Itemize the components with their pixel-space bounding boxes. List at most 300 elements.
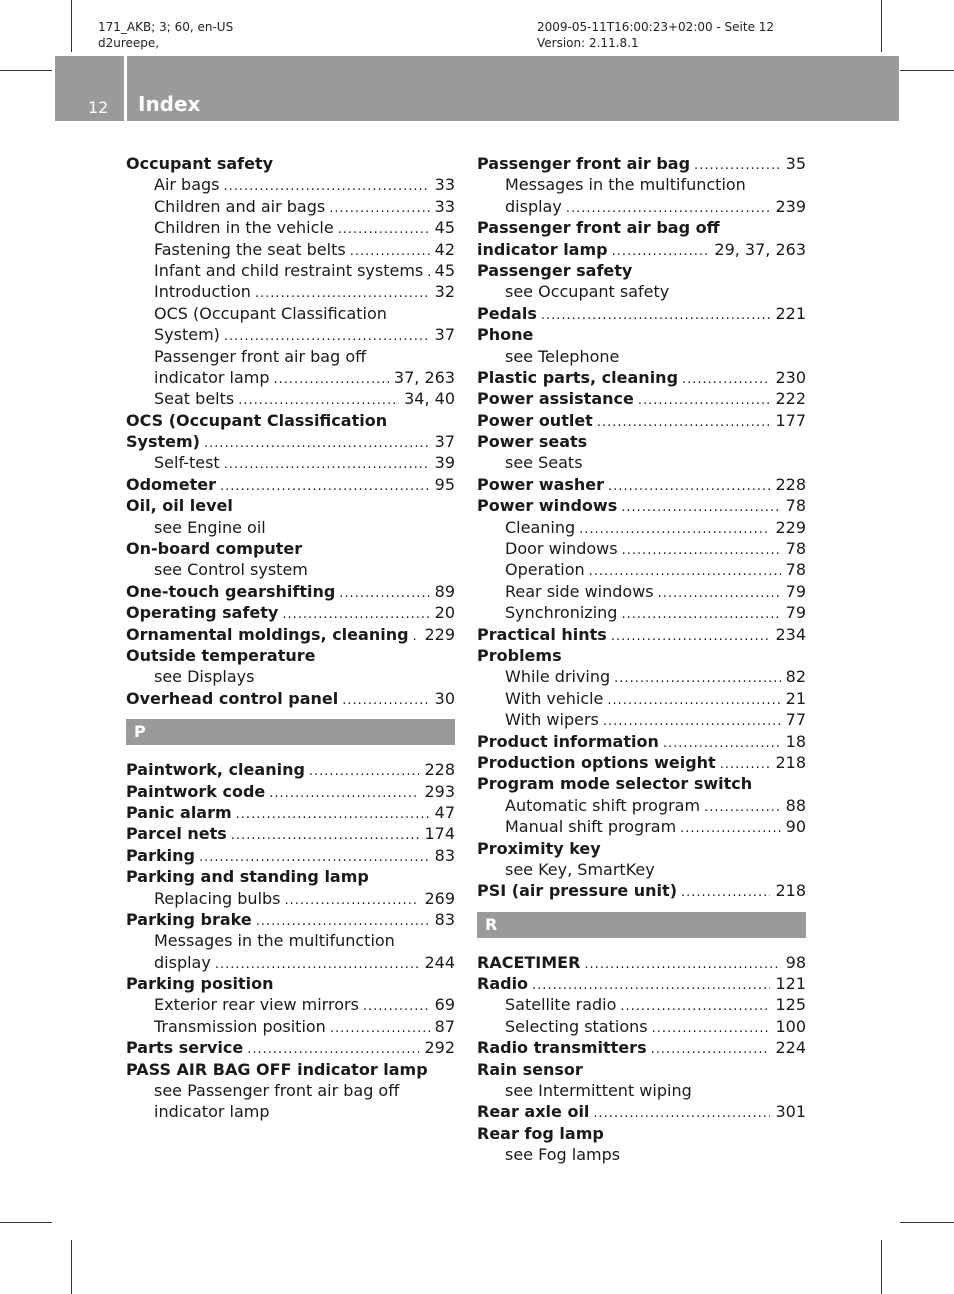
entry-term: Radio: [477, 974, 529, 994]
leader-dots: [593, 1103, 770, 1124]
entry-page: 234: [775, 624, 806, 644]
entry-term: Passenger front air bag off: [154, 346, 367, 366]
entry-page: 33: [434, 196, 455, 216]
entry-page: 174: [424, 824, 455, 844]
entry-term: With wipers: [505, 710, 599, 730]
entry-page: 230: [775, 367, 806, 387]
leader-dots: [231, 825, 420, 846]
index-entry: [477, 1101, 806, 1122]
index-subentry: [477, 174, 806, 195]
leader-dots: [589, 561, 781, 582]
entry-term: Parcel nets: [126, 824, 227, 844]
index-entry: [126, 153, 455, 174]
entry-page: 125: [775, 995, 806, 1015]
index-entry: [126, 495, 455, 516]
entry-page: 229: [775, 517, 806, 537]
leader-dots: [541, 305, 771, 326]
leader-dots: [285, 890, 420, 911]
leader-dots: [282, 604, 429, 625]
entry-term: Satellite radio: [505, 995, 617, 1015]
leader-dots: [224, 326, 430, 347]
leader-dots: [339, 583, 429, 604]
index-entry: [126, 645, 455, 666]
index-entry: [126, 1037, 455, 1058]
entry-term: Children and air bags: [154, 196, 326, 216]
page-header-band: [55, 56, 899, 121]
index-subentry: [126, 367, 455, 388]
index-subentry: [477, 196, 806, 217]
entry-page: 82: [785, 667, 806, 687]
print-meta-right: [537, 19, 774, 51]
crop-mark: [900, 70, 954, 71]
entry-page: 69: [434, 995, 455, 1015]
leader-dots: [309, 761, 420, 782]
entry-page: 37, 263: [393, 367, 455, 387]
index-subentry: [477, 1144, 806, 1165]
entry-term: Occupant safety: [126, 154, 274, 173]
entry-page: 100: [775, 1016, 806, 1036]
index-entry: [477, 153, 806, 174]
print-meta-left: [98, 19, 233, 51]
leader-dots: [236, 804, 430, 825]
entry-page: 222: [775, 389, 806, 409]
entry-term: PASS AIR BAG OFF indicator lamp: [126, 1059, 428, 1079]
entry-term: Panic alarm: [126, 802, 232, 822]
crop-mark: [0, 1222, 52, 1223]
leader-dots: [224, 454, 430, 475]
entry-page: 37: [434, 325, 455, 345]
entry-term: Parking: [126, 845, 195, 865]
entry-term: Replacing bulbs: [154, 888, 281, 908]
index-subentry: [477, 581, 806, 602]
index-subentry: [126, 1101, 455, 1122]
index-entry: [126, 602, 455, 623]
entry-term: Overhead control panel: [126, 688, 339, 708]
index-subentry: [126, 239, 455, 260]
index-subentry: [126, 952, 455, 973]
leader-dots: [363, 996, 430, 1017]
index-entry: [477, 260, 806, 281]
index-entry: [477, 239, 806, 260]
entry-term: Program mode selector switch: [477, 774, 753, 794]
entry-page: 228: [775, 474, 806, 494]
entry-term: Odometer: [126, 474, 216, 494]
entry-term: see Key, SmartKey: [505, 859, 655, 879]
index-subentry: [126, 888, 455, 909]
entry-term: Children in the vehicle: [154, 218, 334, 238]
index-subentry: [126, 281, 455, 302]
leader-dots: [579, 519, 770, 540]
leader-dots: [255, 283, 430, 304]
entry-term: Selecting stations: [505, 1016, 648, 1036]
entry-term: indicator lamp: [154, 1102, 270, 1122]
index-entry: [126, 866, 455, 887]
entry-page: 18: [785, 731, 806, 751]
index-subentry: [477, 559, 806, 580]
entry-term: Air bags: [154, 175, 220, 195]
entry-page: 218: [775, 752, 806, 772]
index-subentry: [477, 346, 806, 367]
leader-dots: [413, 626, 420, 647]
meta-line: Version: 2.11.8.1: [537, 36, 639, 50]
index-entry: [126, 909, 455, 930]
crop-mark: [900, 1222, 954, 1223]
page-number: 12: [88, 98, 109, 117]
entry-page: 224: [775, 1038, 806, 1058]
band-divider: [124, 56, 127, 121]
entry-term: Proximity key: [477, 838, 601, 858]
entry-term: Plastic parts, cleaning: [477, 367, 679, 387]
leader-dots: [614, 668, 780, 689]
entry-page: 79: [785, 581, 806, 601]
entry-term: indicator lamp: [154, 367, 270, 387]
leader-dots: [220, 476, 430, 497]
entry-term: Parts service: [126, 1038, 244, 1058]
entry-term: Rear side windows: [505, 581, 654, 601]
entry-term: Self-test: [154, 453, 220, 473]
leader-dots: [215, 954, 420, 975]
leader-dots: [620, 996, 770, 1017]
index-entry: [477, 1123, 806, 1144]
index-entry: [477, 973, 806, 994]
entry-term: While driving: [505, 667, 611, 687]
leader-dots: [607, 690, 780, 711]
entry-page: 29, 37, 263: [714, 239, 806, 259]
entry-term: Power washer: [477, 474, 605, 494]
crop-mark: [881, 0, 882, 52]
index-entry: [477, 952, 806, 973]
index-entry: [477, 431, 806, 452]
index-subentry: [477, 859, 806, 880]
entry-page: 45: [434, 260, 455, 280]
index-subentry: [126, 174, 455, 195]
leader-dots: [238, 390, 399, 411]
entry-term: On-board computer: [126, 539, 303, 559]
entry-term: Introduction: [154, 282, 251, 302]
entry-term: see Intermittent wiping: [505, 1081, 692, 1101]
entry-term: Fastening the seat belts: [154, 239, 346, 259]
leader-dots: [658, 583, 781, 604]
index-entry: [477, 880, 806, 901]
index-entry: [477, 388, 806, 409]
entry-term: Infant and child restraint systems: [154, 260, 424, 280]
index-column-left: [126, 153, 455, 1123]
entry-term: PSI (air pressure unit): [477, 881, 677, 901]
entry-term: see Engine oil: [154, 517, 266, 537]
index-entry: [477, 624, 806, 645]
entry-page: 177: [775, 410, 806, 430]
leader-dots: [663, 733, 781, 754]
entry-page: 244: [424, 952, 455, 972]
index-entry: [126, 973, 455, 994]
leader-dots: [597, 412, 771, 433]
entry-term: Paintwork, cleaning: [126, 760, 305, 780]
entry-term: RACETIMER: [477, 952, 581, 972]
entry-term: Rear fog lamp: [477, 1123, 604, 1143]
index-subentry: [126, 994, 455, 1015]
entry-term: Passenger front air bag: [477, 154, 691, 173]
index-subentry: [477, 452, 806, 473]
index-subentry: [477, 1016, 806, 1037]
entry-term: Paintwork code: [126, 781, 266, 801]
entry-page: 35: [785, 154, 806, 173]
leader-dots: [350, 241, 430, 262]
index-entry: [477, 645, 806, 666]
entry-term: Production options weight: [477, 752, 716, 772]
entry-term: OCS (Occupant Classification: [126, 410, 388, 430]
entry-page: 21: [785, 688, 806, 708]
index-subentry: [126, 346, 455, 367]
entry-term: Power windows: [477, 496, 618, 516]
entry-page: 90: [785, 817, 806, 837]
entry-page: 95: [434, 474, 455, 494]
index-subentry: [477, 709, 806, 730]
entry-term: Product information: [477, 731, 659, 751]
leader-dots: [269, 783, 419, 804]
entry-page: 239: [775, 196, 806, 216]
leader-dots: [274, 369, 389, 390]
meta-line: 2009-05-11T16:00:23+02:00 - Seite 12: [537, 20, 775, 34]
index-entry: [477, 495, 806, 516]
entry-page: 37: [434, 432, 455, 452]
entry-term: Rear axle oil: [477, 1102, 590, 1122]
entry-term: indicator lamp: [477, 239, 608, 259]
entry-term: Radio transmitters: [477, 1038, 647, 1058]
leader-dots: [199, 847, 430, 868]
leader-dots: [532, 975, 770, 996]
leader-dots: [330, 1018, 430, 1039]
index-entry: [126, 410, 455, 431]
index-entry: [126, 1059, 455, 1080]
leader-dots: [694, 155, 781, 176]
entry-term: Power assistance: [477, 389, 634, 409]
entry-term: display: [505, 196, 562, 216]
leader-dots: [682, 369, 770, 390]
leader-dots: [651, 1039, 771, 1060]
leader-dots: [603, 711, 781, 732]
entry-page: 269: [424, 888, 455, 908]
entry-page: 89: [434, 581, 455, 601]
leader-dots: [612, 241, 710, 262]
crop-mark: [71, 0, 72, 52]
entry-term: Synchronizing: [505, 603, 618, 623]
section-header-r: R: [477, 912, 806, 938]
entry-page: 87: [434, 1016, 455, 1036]
crop-mark: [881, 1240, 882, 1294]
crop-mark: [0, 70, 52, 71]
entry-term: Problems: [477, 645, 562, 665]
entry-term: Power seats: [477, 432, 588, 452]
index-entry: [477, 217, 806, 238]
entry-term: Passenger front air bag off: [477, 218, 720, 238]
meta-line: 171_AKB; 3; 60, en-US: [98, 20, 234, 34]
entry-page: 42: [434, 239, 455, 259]
entry-page: 32: [434, 282, 455, 302]
index-entry: [477, 838, 806, 859]
leader-dots: [584, 954, 780, 975]
entry-page: 34, 40: [404, 389, 455, 409]
entry-page: 292: [424, 1038, 455, 1058]
entry-term: see Passenger front air bag off: [154, 1081, 400, 1101]
index-subentry: [477, 795, 806, 816]
index-subentry: [126, 260, 455, 281]
entry-term: Exterior rear view mirrors: [154, 995, 359, 1015]
entry-term: Messages in the multifunction: [154, 931, 395, 951]
entry-page: 47: [434, 802, 455, 822]
leader-dots: [680, 818, 780, 839]
entry-term: OCS (Occupant Classification: [154, 303, 387, 323]
entry-page: 78: [785, 496, 806, 516]
entry-term: Outside temperature: [126, 645, 316, 665]
leader-dots: [622, 540, 781, 561]
index-subentry: [477, 517, 806, 538]
leader-dots: [621, 604, 780, 625]
index-subentry: [126, 217, 455, 238]
entry-page: 221: [775, 303, 806, 323]
index-entry: [126, 688, 455, 709]
entry-page: 45: [434, 218, 455, 238]
entry-term: Messages in the multifunction: [505, 175, 746, 195]
entry-page: 88: [785, 795, 806, 815]
index-subentry: [126, 452, 455, 473]
leader-dots: [611, 626, 771, 647]
entry-term: see Displays: [154, 667, 255, 687]
index-column-right: [477, 153, 806, 1166]
crop-mark: [71, 1240, 72, 1294]
entry-term: Parking brake: [126, 909, 252, 929]
index-entry: [477, 773, 806, 794]
entry-page: 20: [434, 603, 455, 623]
leader-dots: [621, 497, 780, 518]
entry-page: 39: [434, 453, 455, 473]
index-subentry: [477, 602, 806, 623]
leader-dots: [224, 176, 430, 197]
index-subentry: [126, 1080, 455, 1101]
index-subentry: [477, 816, 806, 837]
index-entry: [477, 410, 806, 431]
leader-dots: [566, 198, 771, 219]
index-entry: [126, 802, 455, 823]
entry-term: Practical hints: [477, 624, 607, 644]
index-subentry: [477, 994, 806, 1015]
index-entry: [477, 324, 806, 345]
entry-term: Seat belts: [154, 389, 235, 409]
entry-page: 218: [775, 881, 806, 901]
index-entry: [126, 538, 455, 559]
entry-term: With vehicle: [505, 688, 604, 708]
entry-term: System): [154, 325, 220, 345]
entry-page: 30: [434, 688, 455, 708]
leader-dots: [704, 797, 781, 818]
entry-term: Phone: [477, 325, 534, 345]
entry-term: Parking and standing lamp: [126, 867, 369, 887]
entry-page: 33: [434, 175, 455, 195]
leader-dots: [342, 690, 429, 711]
leader-dots: [247, 1039, 419, 1060]
section-header-p: P: [126, 719, 455, 745]
entry-term: see Telephone: [505, 346, 620, 366]
meta-line: d2ureepe,: [98, 36, 160, 50]
entry-term: Rain sensor: [477, 1059, 583, 1079]
index-subentry: [126, 303, 455, 324]
index-entry: [477, 1037, 806, 1058]
entry-term: see Seats: [505, 453, 583, 473]
entry-term: Automatic shift program: [505, 795, 701, 815]
index-entry: [477, 1059, 806, 1080]
entry-term: display: [154, 952, 211, 972]
index-subentry: [126, 930, 455, 951]
index-entry: [126, 474, 455, 495]
leader-dots: [652, 1018, 771, 1039]
leader-dots: [338, 219, 430, 240]
index-subentry: [477, 688, 806, 709]
index-entry: [477, 752, 806, 773]
index-subentry: [126, 559, 455, 580]
entry-term: One-touch gearshifting: [126, 581, 336, 601]
index-entry: [477, 731, 806, 752]
leader-dots: [256, 911, 430, 932]
index-subentry: [126, 666, 455, 687]
index-entry: [126, 759, 455, 780]
entry-term: see Control system: [154, 560, 308, 580]
leader-dots: [608, 476, 770, 497]
index-subentry: [126, 196, 455, 217]
entry-term: Ornamental moldings, cleaning: [126, 624, 409, 644]
entry-term: Door windows: [505, 539, 618, 559]
entry-page: 98: [785, 952, 806, 972]
index-subentry: [126, 517, 455, 538]
leader-dots: [720, 754, 771, 775]
index-entry: [477, 303, 806, 324]
entry-term: System): [126, 432, 200, 452]
index-entry: [477, 367, 806, 388]
entry-term: see Fog lamps: [505, 1145, 621, 1165]
entry-page: 83: [434, 845, 455, 865]
index-subentry: [477, 281, 806, 302]
index-subentry: [126, 324, 455, 345]
index-subentry: [477, 666, 806, 687]
entry-page: 121: [775, 974, 806, 994]
entry-page: 78: [785, 539, 806, 559]
page-title: Index: [138, 92, 201, 116]
entry-page: 78: [785, 560, 806, 580]
leader-dots: [204, 433, 430, 454]
entry-page: 301: [775, 1102, 806, 1122]
entry-term: Operating safety: [126, 603, 279, 623]
entry-term: Operation: [505, 560, 585, 580]
entry-page: 229: [424, 624, 455, 644]
index-entry: [126, 781, 455, 802]
entry-page: 83: [434, 909, 455, 929]
leader-dots: [638, 390, 771, 411]
entry-term: Parking position: [126, 974, 274, 994]
entry-page: 228: [424, 760, 455, 780]
entry-term: Passenger safety: [477, 260, 633, 280]
index-subentry: [477, 1080, 806, 1101]
index-entry: [126, 823, 455, 844]
entry-term: Pedals: [477, 303, 537, 323]
leader-dots: [427, 262, 429, 283]
entry-page: 79: [785, 603, 806, 623]
index-subentry: [126, 388, 455, 409]
entry-term: Power outlet: [477, 410, 593, 430]
entry-page: 77: [785, 710, 806, 730]
index-entry: [477, 474, 806, 495]
index-entry: [126, 431, 455, 452]
entry-term: Oil, oil level: [126, 496, 233, 516]
entry-page: 293: [424, 781, 455, 801]
index-entry: [126, 624, 455, 645]
